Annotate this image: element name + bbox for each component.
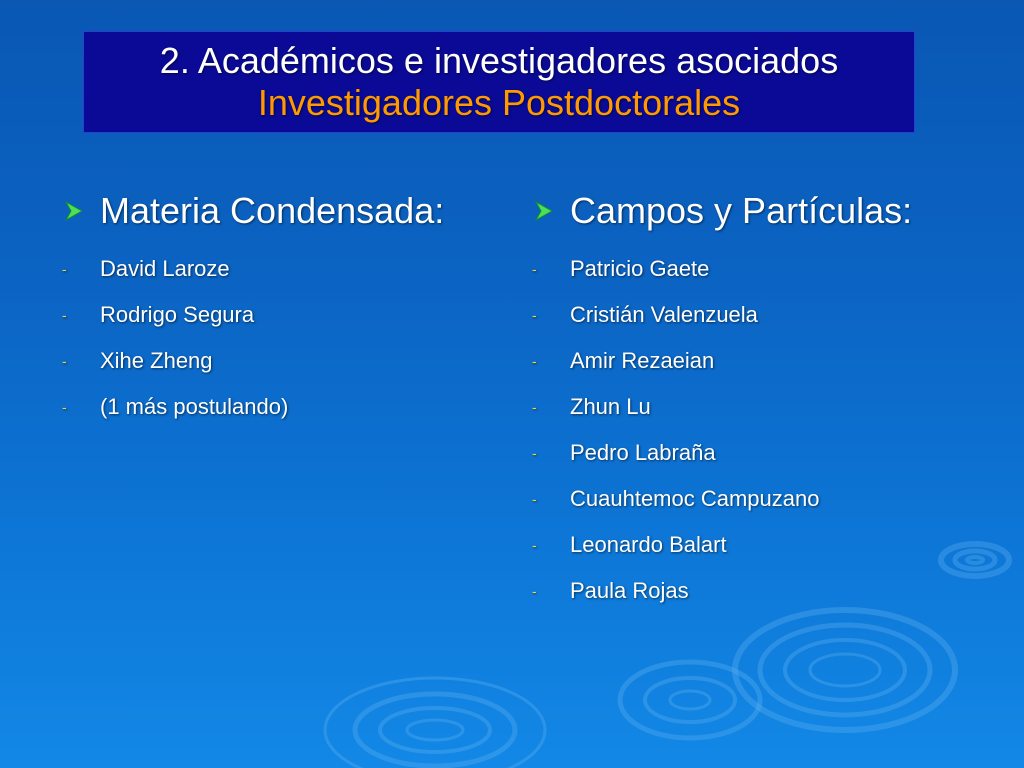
list-item-label: Zhun Lu [570,394,651,419]
slide-subtitle: Investigadores Postdoctorales [257,82,741,123]
arrow-bullet-icon [532,199,556,223]
list-item [62,246,502,292]
list-item-label: Leonardo Balart [570,532,727,557]
list-item [532,568,992,614]
dash-bullet: - [532,261,537,277]
list-item-label: (1 más postulando) [100,394,289,419]
list-item-label: Xihe Zheng [100,348,213,373]
dash-bullet: - [532,353,537,369]
dash-bullet: - [62,353,67,369]
list-item [62,384,502,430]
list-item [62,338,502,384]
right-heading-text: Campos y Partículas: [570,190,913,231]
dash-bullet: - [62,399,67,415]
dash-bullet: - [532,583,537,599]
list-item-label: Rodrigo Segura [100,302,255,327]
list-item-label: David Laroze [100,256,230,281]
list-item [532,522,992,568]
left-heading-text: Materia Condensada: [100,190,445,231]
dash-bullet: - [532,445,537,461]
left-column-heading [62,190,502,232]
right-column [532,190,992,614]
list-item [532,384,992,430]
list-item [532,292,992,338]
dash-bullet: - [62,261,67,277]
list-item-label: Pedro Labraña [570,440,716,465]
list-item [532,246,992,292]
list-item-label: Amir Rezaeian [570,348,715,373]
list-item [62,292,502,338]
list-item-label: Cuauhtemoc Campuzano [570,486,820,511]
left-list [62,246,502,430]
dash-bullet: - [62,307,67,323]
slide-title: 2. Académicos e investigadores asociados [159,40,839,81]
list-item [532,430,992,476]
list-item [532,476,992,522]
list-item-label: Cristián Valenzuela [570,302,758,327]
dash-bullet: - [532,491,537,507]
dash-bullet: - [532,399,537,415]
title-box [83,31,915,133]
list-item [532,338,992,384]
left-column [62,190,502,430]
list-item-label: Paula Rojas [570,578,689,603]
right-list [532,246,992,614]
dash-bullet: - [532,307,537,323]
arrow-bullet-icon [62,199,86,223]
list-item-label: Patricio Gaete [570,256,710,281]
right-column-heading [532,190,992,232]
dash-bullet: - [532,537,537,553]
